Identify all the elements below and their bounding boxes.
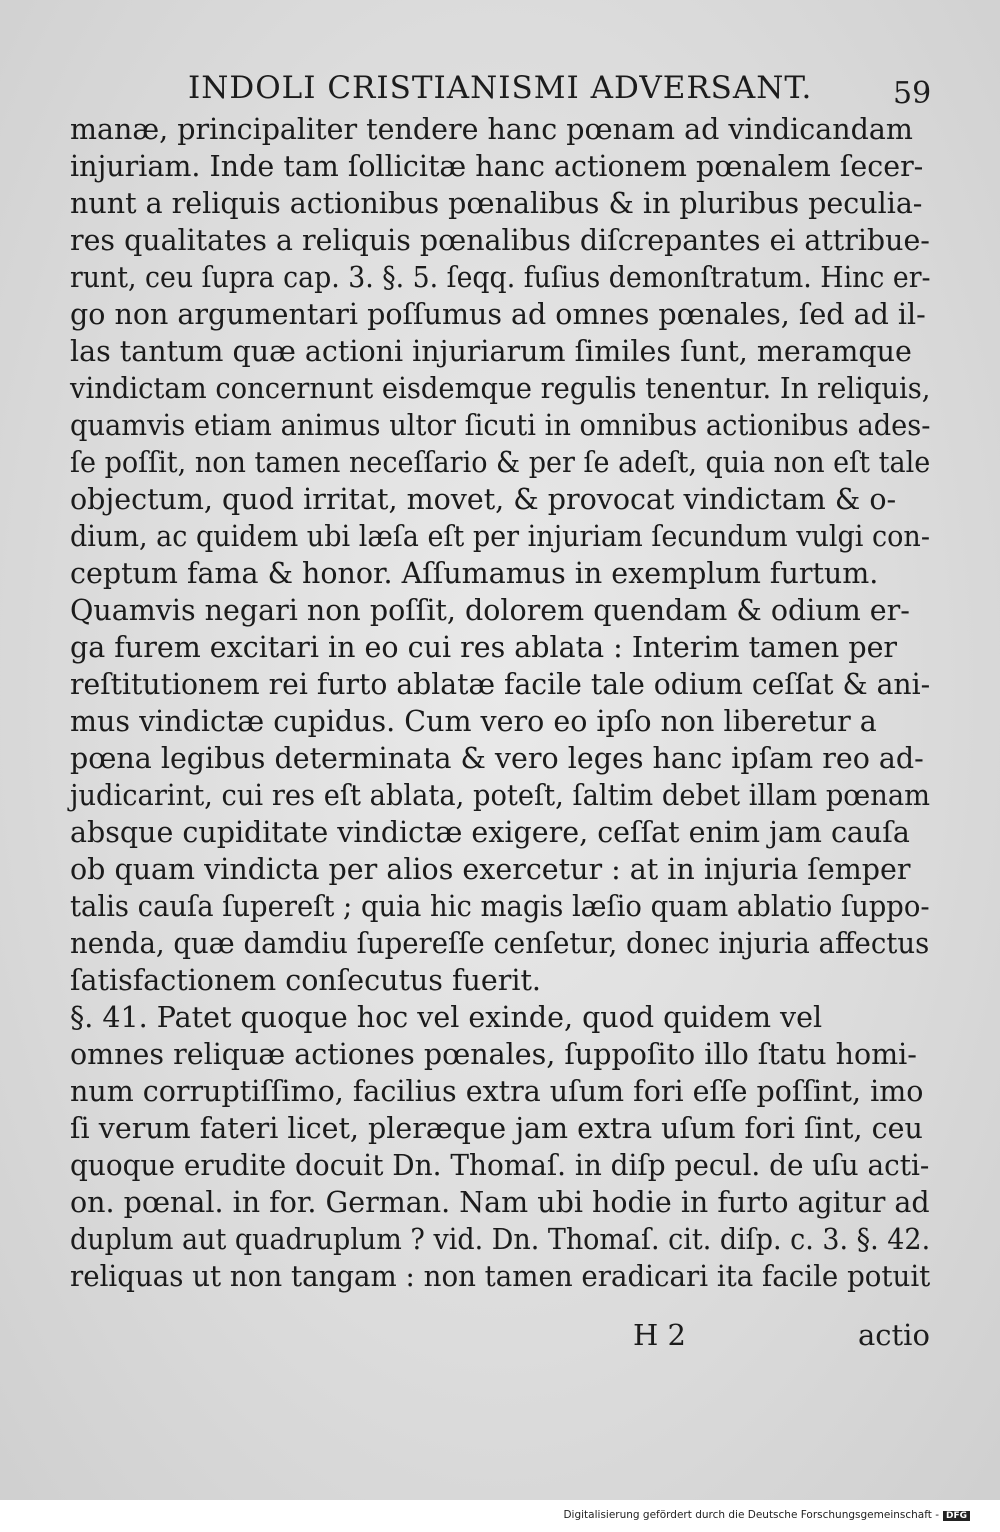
text-line: las tantum quæ actioni injuriarum ſimiles ſunt, meramque [70, 335, 912, 368]
text-line: ob quam vindicta per alios exercetur : at in injuria ſemper [70, 853, 911, 886]
text-line: go non argumentari poſſumus ad omnes pœnales, ſed ad il- [70, 298, 926, 331]
text-line: on. pœnal. in for. German. Nam ubi hodie in furto agitur ad [70, 1186, 930, 1219]
text-line: quoque erudite docuit Dn. Thomaſ. in diſp pecul. de uſu acti- [70, 1149, 930, 1182]
text-line: mus vindictæ cupidus. Cum vero eo ipſo non liberetur a [70, 705, 877, 738]
text-line: runt, ceu ſupra cap. 3. §. 5. ſeqq. fuſius demonſtratum. Hinc er- [70, 261, 931, 294]
text-line: pœna legibus determinata & vero leges hanc ipſam reo ad- [70, 742, 924, 775]
digitization-credit [563, 1509, 970, 1521]
text-line: ſe poſſit, non tamen neceſſario & per ſe adeſt, quia non eſt tale [70, 446, 931, 479]
text-line: reliquas ut non tangam : non tamen eradicari ita facile potuit [70, 1260, 931, 1293]
text-line: duplum aut quadruplum ? vid. Dn. Thomaſ. cit. diſp. c. 3. §. 42. [70, 1223, 931, 1256]
text-line: Quamvis negari non poſſit, dolorem quendam & odium er- [70, 594, 910, 627]
text-line: manæ, principaliter tendere hanc pœnam ad vindicandam [70, 113, 913, 146]
text-line: absque cupiditate vindictæ exigere, ceſſat enim jam cauſa [70, 816, 910, 849]
text-line: ceptum fama & honor. Aſſumamus in exemplum furtum. [70, 557, 879, 590]
text-line: injuriam. Inde tam ſollicitæ hanc actionem pœnalem ſecer- [70, 150, 924, 183]
signature-mark: H 2 [633, 1318, 686, 1352]
text-line: nenda, quæ damdiu ſupereſſe cenſetur, donec injuria affectus [70, 927, 930, 960]
text-line: ſi verum fateri licet, pleræque jam extra uſum fori ſint, ceu [70, 1112, 923, 1145]
text-line: judicarint, cui res eſt ablata, poteſt, ſaltim debet illam pœnam [70, 779, 931, 812]
text-line: vindictam concernunt eisdemque regulis tenentur. In reliquis, [70, 372, 931, 405]
text-line: ga furem excitari in eo cui res ablata : Interim tamen per [70, 631, 898, 664]
page-number: 59 [893, 76, 932, 111]
running-head: INDOLI CRISTIANISMI ADVERSANT. [188, 70, 813, 106]
catchword: actio [858, 1318, 930, 1352]
text-line: reſtitutionem rei furto ablatæ facile tale odium ceſſat & ani- [70, 668, 931, 701]
dfg-logo: DFG [943, 1511, 970, 1521]
credit-text: Digitalisierung gefördert durch die Deutsche Forschungsgemeinschaft - [563, 1509, 939, 1521]
text-line: §. 41. Patet quoque hoc vel exinde, quod quidem vel [70, 1001, 823, 1034]
text-line: dium, ac quidem ubi læſa eſt per injuriam ſecundum vulgi con- [70, 520, 930, 553]
text-line: ſatisfactionem conſecutus fuerit. [70, 964, 541, 997]
text-line: nunt a reliquis actionibus pœnalibus & in pluribus peculia- [70, 187, 923, 220]
text-line: objectum, quod irritat, movet, & provocat vindictam & o- [70, 483, 897, 516]
text-line: res qualitates a reliquis pœnalibus diſcrepantes ei attribue- [70, 224, 930, 257]
text-line: quamvis etiam animus ultor ſicuti in omnibus actionibus ades- [70, 409, 931, 442]
text-line: talis cauſa ſupereſt ; quia hic magis læſio quam ablatio ſuppo- [70, 890, 930, 923]
text-line: num corruptiſſimo, facilius extra uſum fori eſſe poſſint, imo [70, 1075, 924, 1108]
text-line: omnes reliquæ actiones pœnales, ſuppoſito illo ſtatu homi- [70, 1038, 917, 1071]
